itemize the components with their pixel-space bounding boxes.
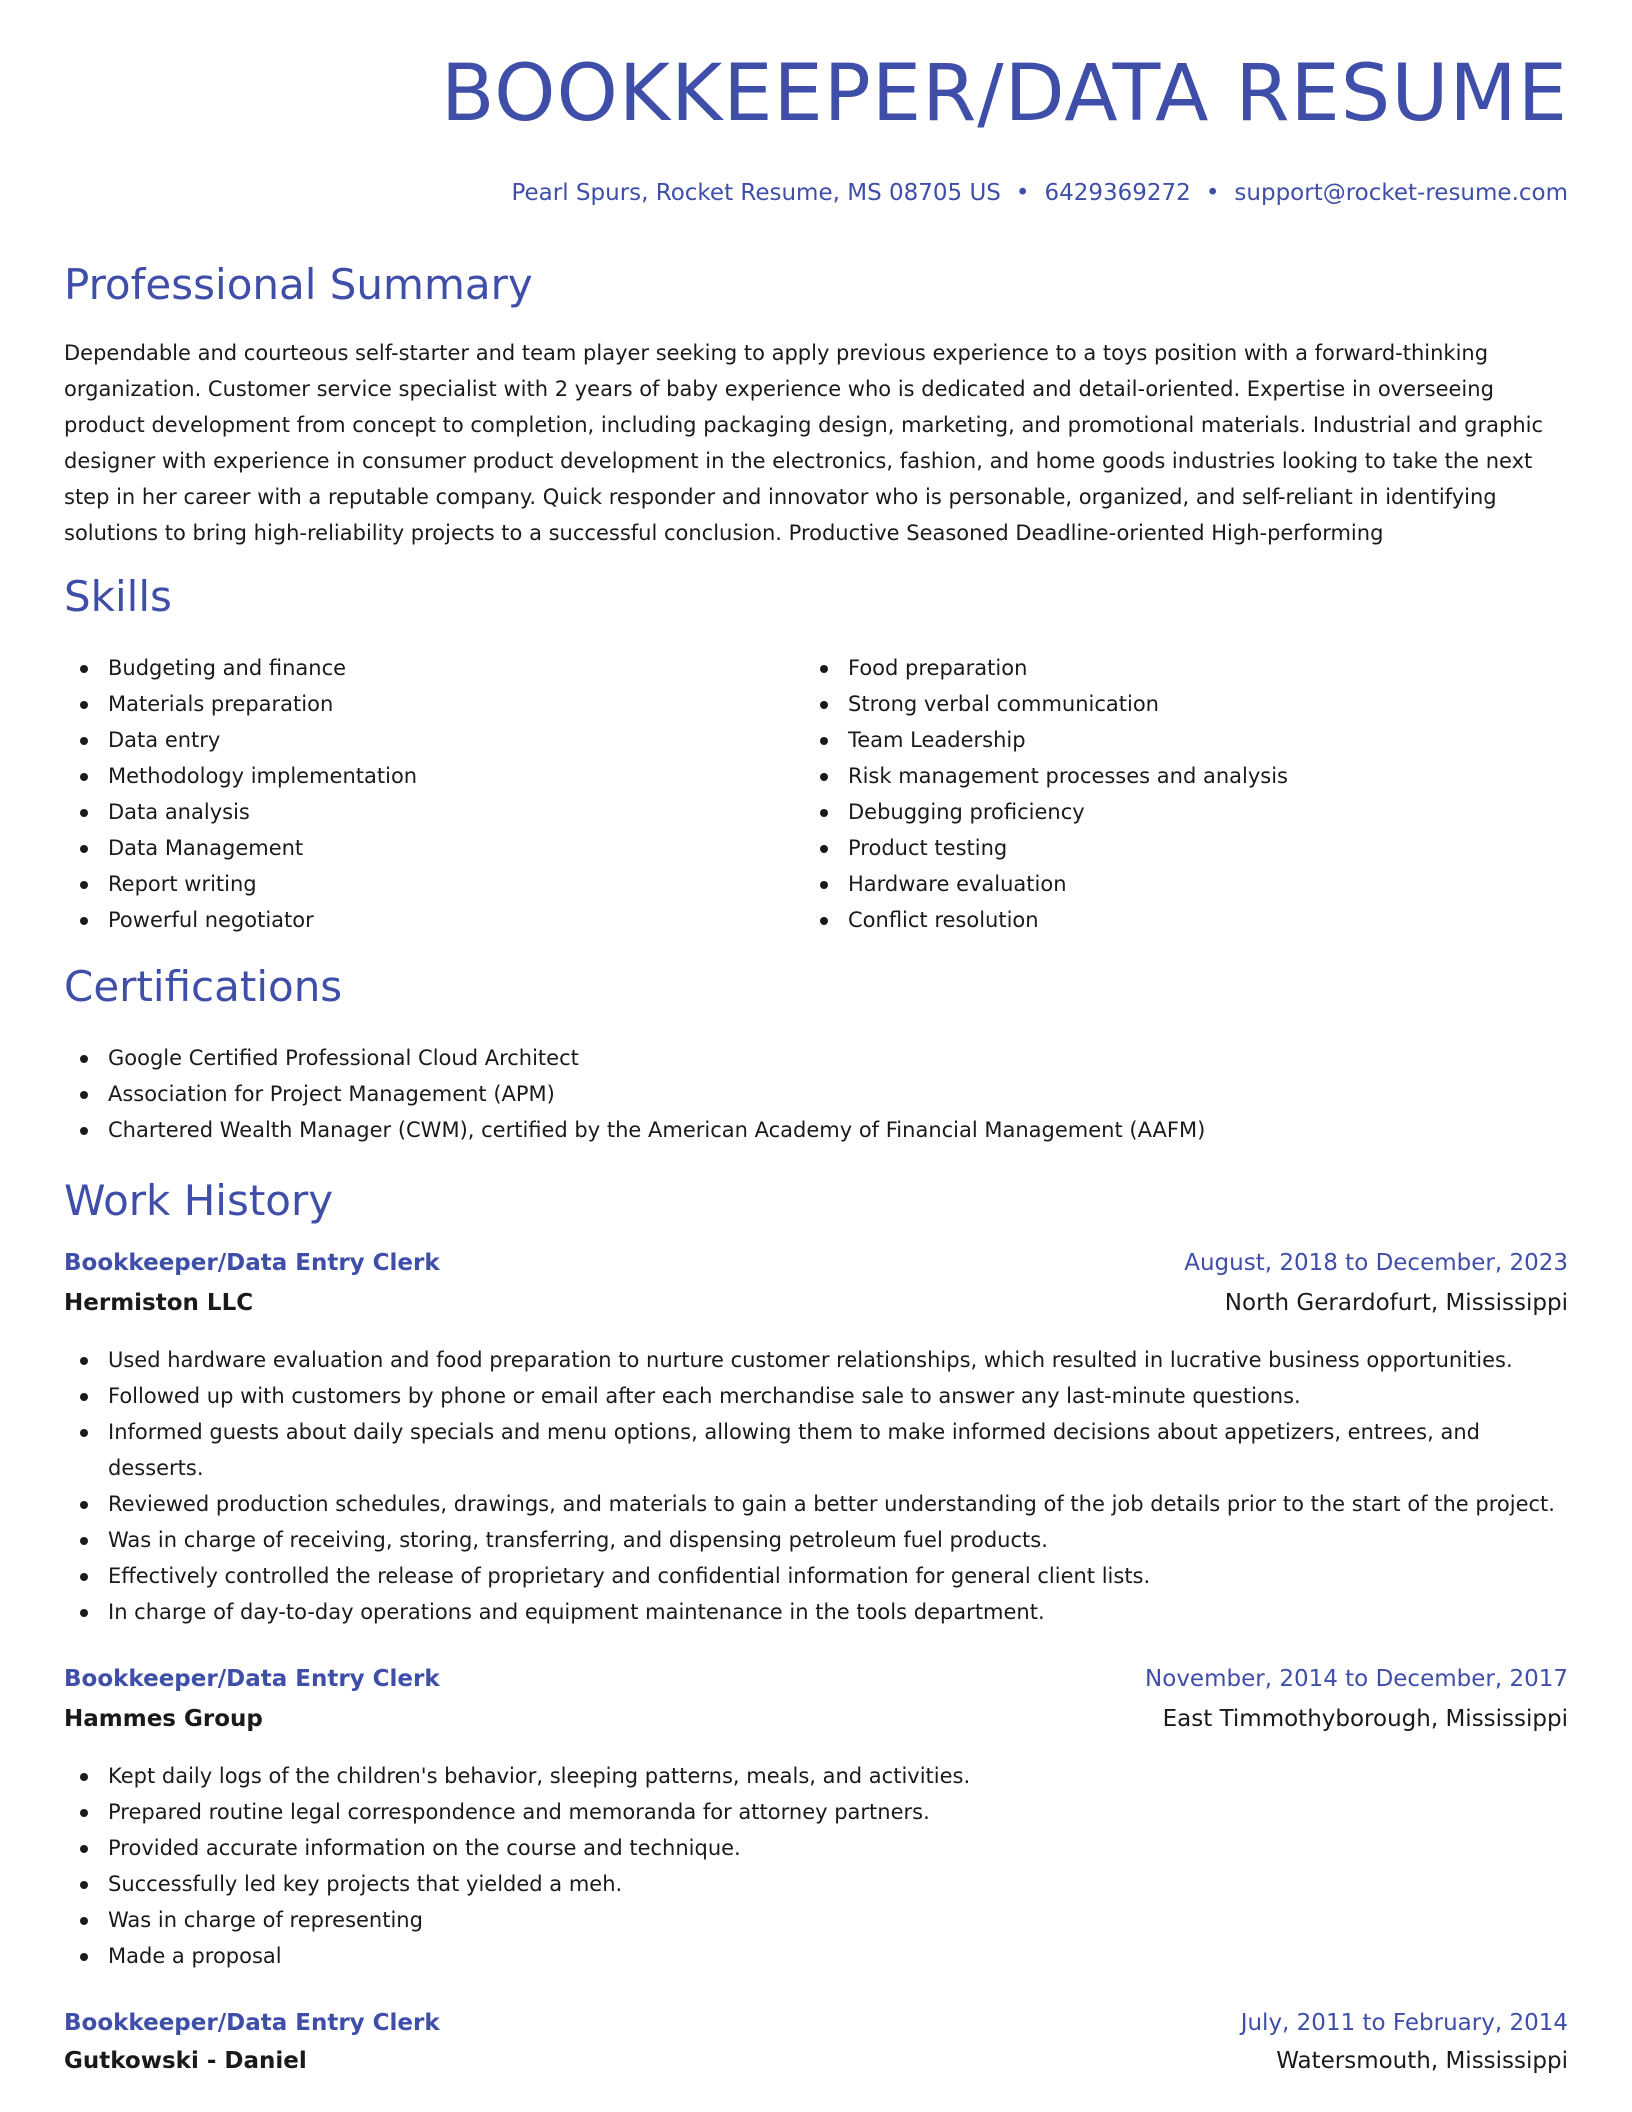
- skill-item: Powerful negotiator: [64, 902, 417, 938]
- job-bullet: Effectively controlled the release of proprietary and confidential information for general client lists.: [64, 1558, 1568, 1594]
- skill-item: Team Leadership: [804, 722, 1288, 758]
- job-dates: August, 2018 to December, 2023: [1184, 1250, 1568, 1276]
- skill-item: Data entry: [64, 722, 417, 758]
- job-bullets: [64, 1758, 1568, 1974]
- job-company: Hermiston LLC: [64, 1290, 254, 1316]
- job-company-row: [64, 1706, 1568, 1746]
- job-entry: [64, 1666, 1568, 1974]
- skill-item: Report writing: [64, 866, 417, 902]
- skill-item: Product testing: [804, 830, 1288, 866]
- skill-item: Budgeting and finance: [64, 650, 417, 686]
- job-bullet: Was in charge of receiving, storing, transferring, and dispensing petroleum fuel products.: [64, 1522, 1568, 1558]
- job-bullet: Successfully led key projects that yielded a meh.: [64, 1866, 1568, 1902]
- job-bullets: [64, 1342, 1568, 1630]
- skill-item: Risk management processes and analysis: [804, 758, 1288, 794]
- job-header-row: [64, 1250, 1568, 1290]
- contact-separator: •: [1015, 180, 1030, 206]
- job-location: East Timmothyborough, Mississippi: [1162, 1706, 1568, 1732]
- skills-heading: Skills: [64, 572, 172, 621]
- job-bullet: Made a proposal: [64, 1938, 1568, 1974]
- resume-title: BOOKKEEPER/DATA RESUME: [441, 49, 1568, 139]
- contact-address: Pearl Spurs, Rocket Resume, MS 08705 US: [511, 180, 1001, 206]
- job-bullet: Informed guests about daily specials and menu options, allowing them to make informed decisions about appetizers, entrees, and desserts.: [64, 1414, 1568, 1486]
- certifications-heading: Certifications: [64, 962, 343, 1011]
- job-bullet: Provided accurate information on the course and technique.: [64, 1830, 1568, 1866]
- job-bullet: Reviewed production schedules, drawings, and materials to gain a better understanding of the job details prior to the start of the project.: [64, 1486, 1568, 1522]
- job-bullet: Prepared routine legal correspondence and memoranda for attorney partners.: [64, 1794, 1568, 1830]
- certification-item: Chartered Wealth Manager (CWM), certified by the American Academy of Financial Management (AAFM): [64, 1112, 1568, 1148]
- skill-item: Strong verbal communication: [804, 686, 1288, 722]
- summary-text: Dependable and courteous self-starter and team player seeking to apply previous experience to a toys position with a forward-thinking organization. Customer service specialist with 2 years of baby experience who is dedicated and detail-oriented. Expertise in overseeing product development from concept to completion, including packaging design, marketing, and promotional materials. Industrial and graphic designer with experience in consumer product development in the electronics, fashion, and home goods industries looking to take the next step in her career with a reputable company. Quick responder and innovator who is personable, organized, and self-reliant in identifying solutions to bring high-reliability projects to a successful conclusion. Productive Seasoned Deadline-oriented High-performing: [64, 341, 1544, 545]
- job-entry: [64, 2010, 1568, 2088]
- skill-item: Data Management: [64, 830, 417, 866]
- certifications-list: [64, 1040, 1568, 1148]
- job-dates: November, 2014 to December, 2017: [1145, 1666, 1568, 1692]
- job-title: Bookkeeper/Data Entry Clerk: [64, 2010, 440, 2036]
- job-bullet: Used hardware evaluation and food preparation to nurture customer relationships, which resulted in lucrative business opportunities.: [64, 1342, 1568, 1378]
- job-company: Hammes Group: [64, 1706, 263, 1732]
- certification-item: Google Certified Professional Cloud Architect: [64, 1040, 1568, 1076]
- skill-item: Food preparation: [804, 650, 1288, 686]
- job-dates: July, 2011 to February, 2014: [1240, 2010, 1568, 2036]
- work-history-heading: Work History: [64, 1176, 334, 1225]
- skill-item: Hardware evaluation: [804, 866, 1288, 902]
- job-company-row: [64, 1290, 1568, 1330]
- skill-item: Materials preparation: [64, 686, 417, 722]
- job-title: Bookkeeper/Data Entry Clerk: [64, 1250, 440, 1276]
- summary-heading: Professional Summary: [64, 260, 533, 309]
- job-location: Watersmouth, Mississippi: [1276, 2048, 1568, 2074]
- job-bullet: Followed up with customers by phone or email after each merchandise sale to answer any last-minute questions.: [64, 1378, 1568, 1414]
- job-bullet: Kept daily logs of the children's behavior, sleeping patterns, meals, and activities.: [64, 1758, 1568, 1794]
- job-title: Bookkeeper/Data Entry Clerk: [64, 1666, 440, 1692]
- skills-list-right: [804, 650, 1288, 938]
- skill-item: Data analysis: [64, 794, 417, 830]
- job-company: Gutkowski - Daniel: [64, 2048, 307, 2074]
- certification-item: Association for Project Management (APM): [64, 1076, 1568, 1112]
- contact-separator: •: [1205, 180, 1220, 206]
- job-entry: [64, 1250, 1568, 1630]
- skill-item: Methodology implementation: [64, 758, 417, 794]
- contact-email[interactable]: support@rocket-resume.com: [1234, 180, 1568, 206]
- skills-list-left: [64, 650, 417, 938]
- job-header-row: [64, 2010, 1568, 2048]
- job-location: North Gerardofurt, Mississippi: [1224, 1290, 1568, 1316]
- contact-phone: 6429369272: [1044, 180, 1191, 206]
- job-header-row: [64, 1666, 1568, 1706]
- job-bullet: Was in charge of representing: [64, 1902, 1568, 1938]
- contact-line: [511, 180, 1568, 206]
- job-bullet: In charge of day-to-day operations and equipment maintenance in the tools department.: [64, 1594, 1568, 1630]
- job-company-row: [64, 2048, 1568, 2088]
- skill-item: Debugging proficiency: [804, 794, 1288, 830]
- skill-item: Conflict resolution: [804, 902, 1288, 938]
